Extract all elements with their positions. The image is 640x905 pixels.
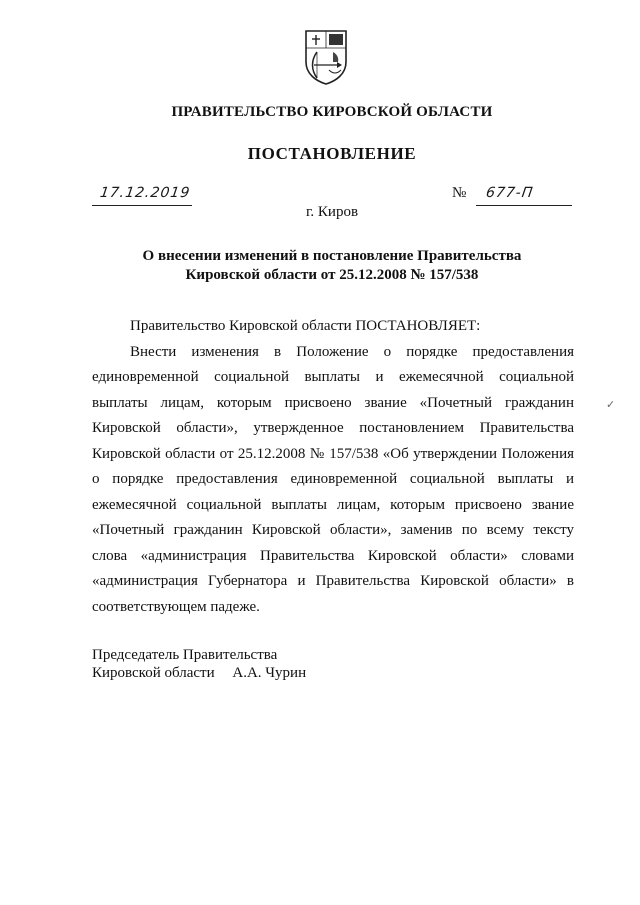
signature-region: Кировской области [92, 665, 215, 681]
document-number: 677-П [484, 185, 535, 201]
signature-block [92, 646, 306, 682]
number-label: № [452, 185, 467, 201]
document-date: 17.12.2019 [98, 185, 192, 201]
body-paragraph-2: Внести изменения в Положение о порядке предоставления единовременной социальной выплаты и ежемесячной социальной выплаты лицам, которым присвоено звание «Почетный гражданин Кировской области», утвержденное постановлением Правительства Кировской области от 25.12.2008 № 157/538 «Об утверждении Положения о порядке предоставления единовременной социальной выплаты и ежемесячной социальной выплаты лицам, которым присвоено звание «Почетный гражданин Кировской области», заменив по всему тексту слова «администрация Правительства Кировской области» словами «администрация Губернатора и Правительства Кировской области» в соответствующем падеже. [92, 343, 574, 615]
document-subject [0, 247, 640, 285]
signature-title: Председатель Правительства [92, 647, 278, 663]
subject-line-2: Кировской области от 25.12.2008 № 157/538 [185, 267, 479, 283]
subject-line-1: О внесении изменений в постановление Правительства [142, 248, 522, 264]
signatory-name: А.А. Чурин [232, 665, 307, 681]
document-body [92, 314, 574, 620]
government-name: ПРАВИТЕЛЬСТВО КИРОВСКОЙ ОБЛАСТИ [171, 104, 493, 120]
signature-line-2 [92, 664, 306, 682]
city: г. Киров [305, 204, 359, 220]
document-type: ПОСТАНОВЛЕНИЕ [247, 144, 417, 163]
body-paragraph-1: Правительство Кировской области ПОСТАНОВЛЯЕТ: [130, 318, 481, 334]
kirov-coat-of-arms-icon [303, 28, 349, 86]
margin-mark: ✓ [606, 399, 616, 411]
